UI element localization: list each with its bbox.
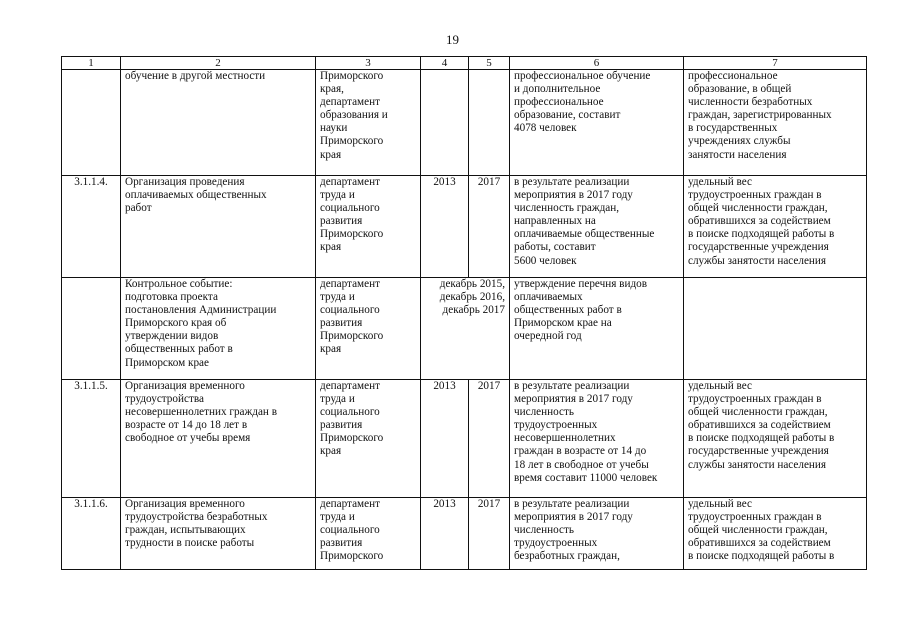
program-table [61, 56, 867, 570]
table-row [62, 70, 867, 176]
start-year: 2013 [421, 176, 469, 278]
measure-name: обучение в другой местности [121, 70, 316, 176]
indicator: профессиональное образование, в общей численности безработных граждан, зарегистрированных в государственных учреждениях службы занятости населения [684, 70, 867, 176]
page-number: 19 [446, 32, 459, 47]
table-row [62, 278, 867, 380]
indicator: удельный вес трудоустроенных граждан в общей численности граждан, обратившихся за содействием в поиске подходящей работы в [684, 498, 867, 570]
table-row [62, 380, 867, 498]
indicator [684, 278, 867, 380]
column-number: 3 [316, 57, 421, 70]
column-number: 5 [469, 57, 510, 70]
expected-result: профессиональное обучение и дополнительное профессиональное образование, составит 4078 человек [510, 70, 684, 176]
expected-result: в результате реализации мероприятия в 2017 году численность трудоустроенных безработных граждан, [510, 498, 684, 570]
column-number: 7 [684, 57, 867, 70]
executor: департамент труда и социального развития Приморского края [316, 278, 421, 380]
column-number: 4 [421, 57, 469, 70]
executor: департамент труда и социального развития Приморского края [316, 380, 421, 498]
indicator: удельный вес трудоустроенных граждан в общей численности граждан, обратившихся за содействием в поиске подходящей работы в государственные учреждения службы занятости населения [684, 380, 867, 498]
executor: департамент труда и социального развития Приморского края [316, 176, 421, 278]
measure-name: Контрольное событие: подготовка проекта постановления Администрации Приморского края об утверждении видов общественных работ в Приморском крае [121, 278, 316, 380]
start-year: 2013 [421, 380, 469, 498]
indicator: удельный вес трудоустроенных граждан в общей численности граждан, обратившихся за содействием в поиске подходящей работы в государственные учреждения службы занятости населения [684, 176, 867, 278]
table-row [62, 176, 867, 278]
table-row [62, 498, 867, 570]
measure-name: Организация временного трудоустройства безработных граждан, испытывающих трудности в поиске работы [121, 498, 316, 570]
item-number: 3.1.1.4. [62, 176, 121, 278]
end-year [469, 70, 510, 176]
column-number: 6 [510, 57, 684, 70]
item-number [62, 70, 121, 176]
end-year: 2017 [469, 176, 510, 278]
item-number [62, 278, 121, 380]
executor: Приморского края, департамент образования и науки Приморского края [316, 70, 421, 176]
expected-result: в результате реализации мероприятия в 2017 году численность трудоустроенных несовершеннолетних граждан в возрасте от 14 до 18 лет в свободное от учебы время составит 11000 человек [510, 380, 684, 498]
start-year [421, 70, 469, 176]
item-number: 3.1.1.5. [62, 380, 121, 498]
column-number-row [62, 57, 867, 70]
control-event-dates: декабрь 2015, декабрь 2016, декабрь 2017 [421, 278, 510, 380]
end-year: 2017 [469, 498, 510, 570]
item-number: 3.1.1.6. [62, 498, 121, 570]
executor: департамент труда и социального развития Приморского [316, 498, 421, 570]
start-year: 2013 [421, 498, 469, 570]
column-number: 2 [121, 57, 316, 70]
column-number: 1 [62, 57, 121, 70]
expected-result: в результате реализации мероприятия в 2017 году численность граждан, направленных на оплачиваемые общественные работы, составит 5600 человек [510, 176, 684, 278]
measure-name: Организация проведения оплачиваемых общественных работ [121, 176, 316, 278]
measure-name: Организация временного трудоустройства несовершеннолетних граждан в возрасте от 14 до 18 лет в свободное от учебы время [121, 380, 316, 498]
end-year: 2017 [469, 380, 510, 498]
expected-result: утверждение перечня видов оплачиваемых общественных работ в Приморском крае на очередной год [510, 278, 684, 380]
